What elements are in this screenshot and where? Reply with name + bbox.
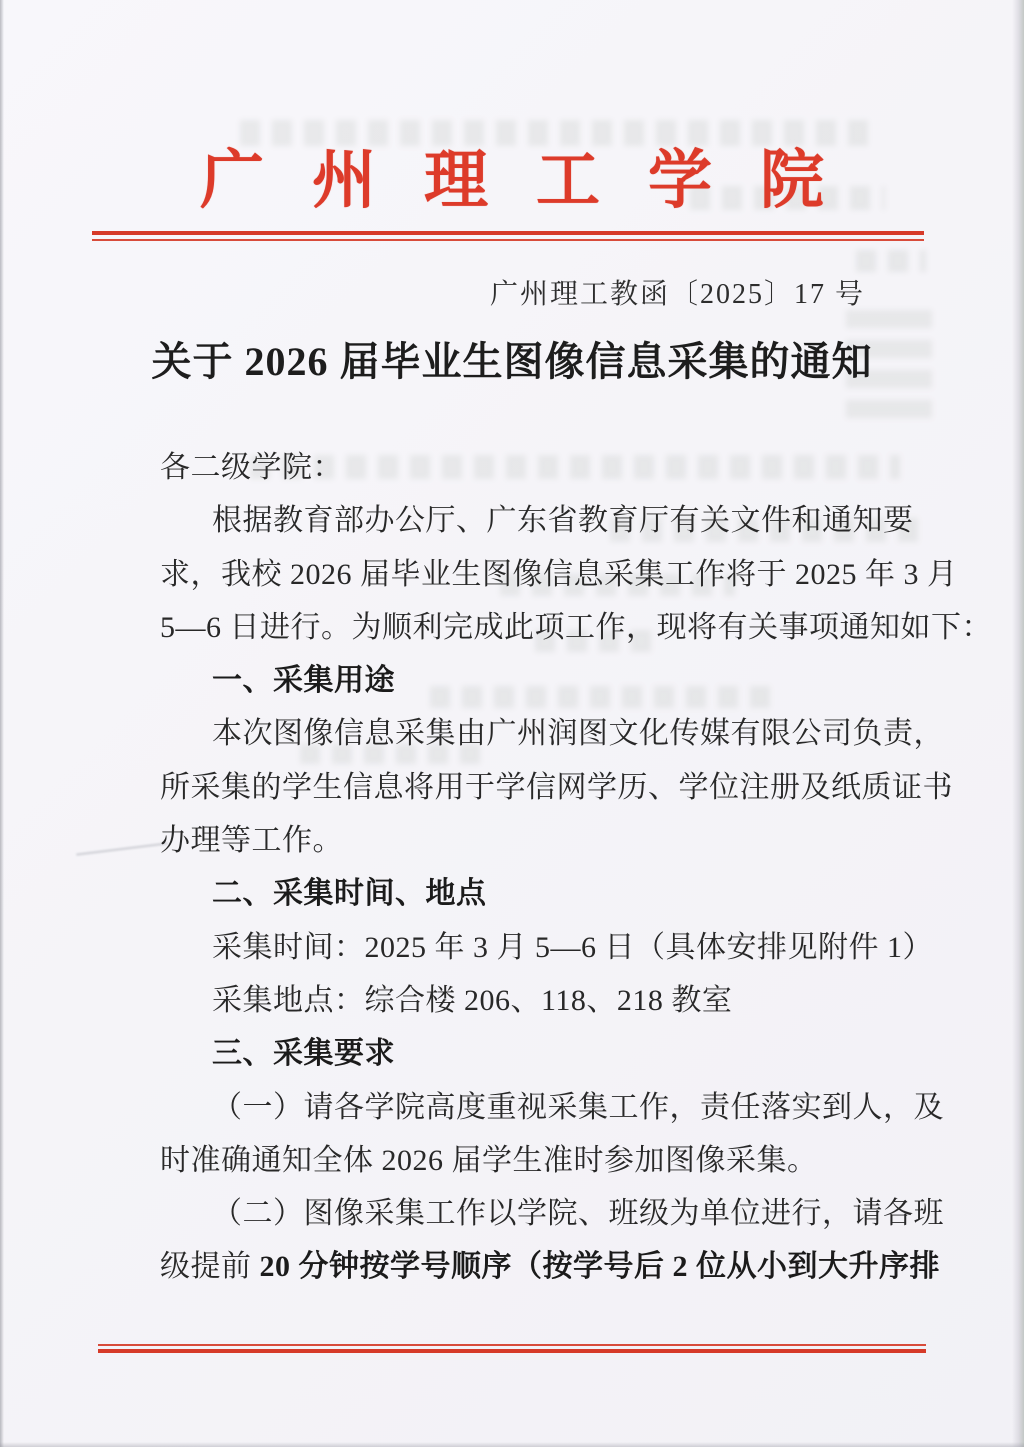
body-text: 本次图像信息采集由广州润图文化传媒有限公司负责， — [212, 717, 944, 751]
body-text: 5—6 日进行。为顺利完成此项工作，现将有关事项通知如下： — [160, 610, 992, 644]
paper-crease — [76, 842, 168, 855]
body-text-bold: 二、采集时间、地点 — [212, 877, 487, 911]
body-text: 求，我校 2026 届毕业生图像信息采集工作将于 2025 年 3 月 — [160, 557, 958, 591]
body-text: （二）图像采集工作以学院、班级为单位进行，请各班 — [212, 1197, 944, 1231]
letterhead-char: 理 — [424, 145, 488, 216]
body-line — [160, 761, 953, 814]
doc-number: 广州理工教函〔2025〕17 号 — [489, 279, 865, 310]
body-text-bold: 20 分钟按学号顺序（按学号后 2 位从小到大升序排 — [259, 1250, 940, 1284]
footer-divider — [98, 1344, 926, 1353]
letterhead-char: 学 — [648, 145, 712, 216]
body-lines — [160, 494, 992, 1293]
page-edge-right — [1012, 0, 1024, 1447]
page-edge-left — [0, 0, 4, 1447]
body-text: 级提前 — [160, 1250, 260, 1284]
letterhead — [0, 146, 1024, 216]
body-text: 采集时间：2025 年 3 月 5—6 日（具体安排见附件 1） — [212, 930, 933, 964]
body-text: 办理等工作。 — [160, 824, 343, 858]
section-heading — [160, 1027, 886, 1080]
body-line — [160, 921, 933, 974]
footer-divider-thick-line — [98, 1349, 926, 1353]
body-line — [160, 974, 886, 1027]
body-line — [160, 601, 992, 654]
body-text: 所采集的学生信息将用于学信网学历、学位注册及纸质证书 — [160, 770, 953, 804]
notice-body — [160, 441, 992, 1294]
body-line — [160, 548, 958, 601]
body-text: 采集地点：综合楼 206、118、218 教室 — [212, 983, 733, 1017]
header-divider-thin-line — [92, 239, 924, 241]
body-line — [160, 1240, 940, 1293]
body-text: 根据教育部办公厅、广东省教育厅有关文件和通知要 — [212, 504, 914, 538]
header-divider — [92, 231, 924, 241]
body-line — [160, 1081, 944, 1134]
body-line — [160, 1134, 886, 1187]
body-text: 时准确通知全体 2026 届学生准时参加图像采集。 — [160, 1143, 818, 1177]
section-heading — [160, 867, 886, 920]
section-heading — [160, 654, 886, 707]
letterhead-char: 广 — [200, 145, 264, 216]
letterhead-char: 工 — [536, 145, 600, 216]
body-line — [160, 1187, 944, 1240]
header-divider-thick-line — [92, 231, 924, 235]
footer-divider-thin-line — [98, 1344, 926, 1346]
bleed-through-mark — [240, 120, 880, 146]
notice-title: 关于 2026 届毕业生图像信息采集的通知 — [151, 339, 873, 384]
letterhead-char: 州 — [312, 145, 376, 216]
body-text-bold: 三、采集要求 — [212, 1037, 395, 1071]
salutation: 各二级学院： — [160, 451, 343, 484]
bleed-through-mark — [856, 250, 926, 272]
page-edge-bottom — [0, 1442, 1024, 1447]
body-line — [160, 814, 886, 867]
letterhead-char: 院 — [760, 145, 824, 216]
body-line — [160, 494, 914, 547]
body-line — [160, 707, 944, 760]
body-text: （一）请各学院高度重视采集工作，责任落实到人，及 — [212, 1090, 944, 1124]
body-text-bold: 一、采集用途 — [212, 664, 395, 698]
